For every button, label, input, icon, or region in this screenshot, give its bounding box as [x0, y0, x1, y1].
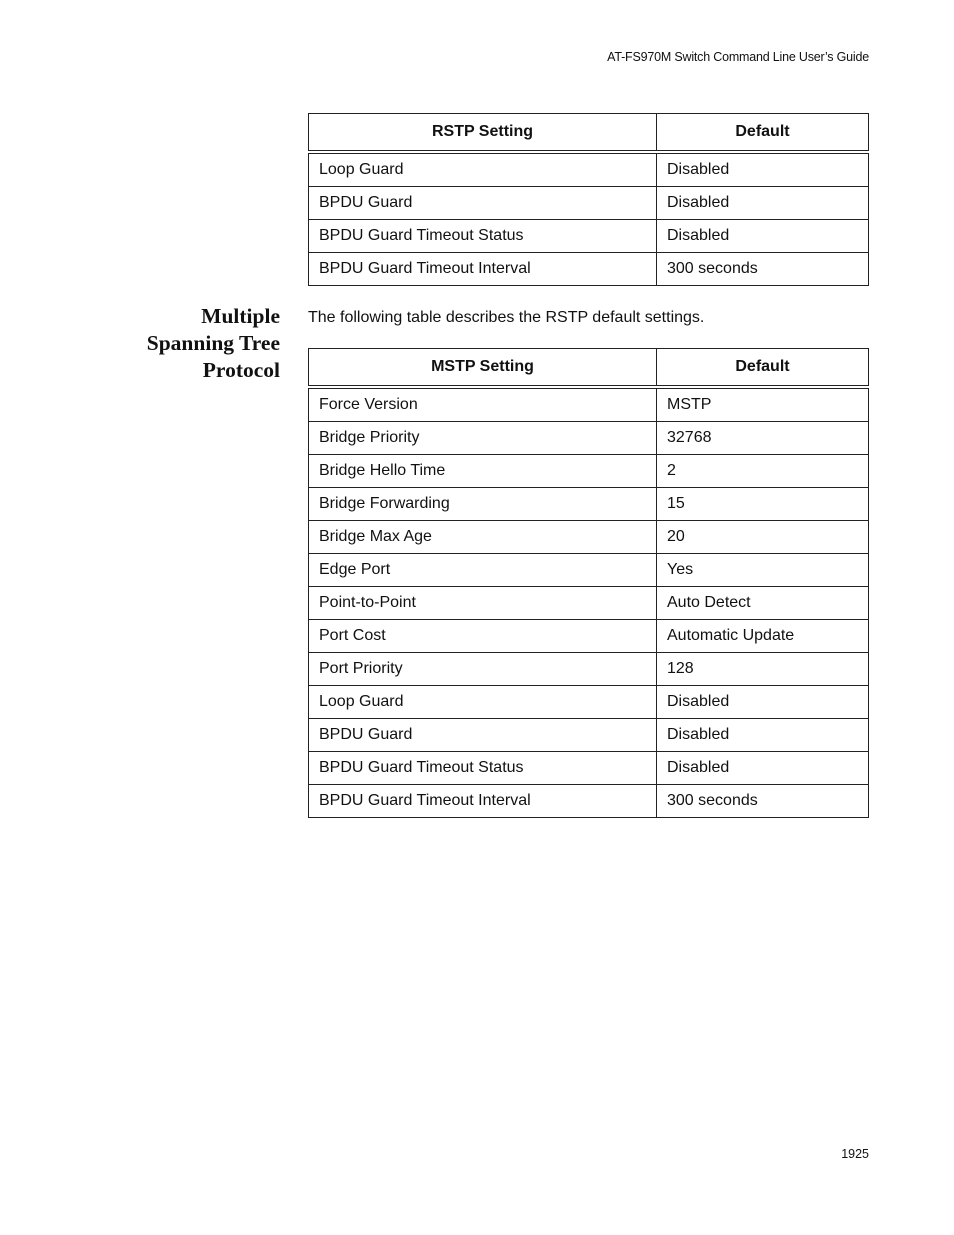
setting-name-cell: Edge Port: [309, 554, 657, 587]
table-row: [309, 152, 869, 187]
rstp-table-body: [309, 152, 869, 286]
default-value-cell: Disabled: [657, 719, 869, 752]
column-header-default: Default: [657, 114, 869, 153]
default-value-cell: Automatic Update: [657, 620, 869, 653]
setting-name-cell: Loop Guard: [309, 152, 657, 187]
setting-name-cell: Force Version: [309, 387, 657, 422]
setting-name-cell: Bridge Priority: [309, 422, 657, 455]
column-header-setting: MSTP Setting: [309, 349, 657, 388]
default-value-cell: 15: [657, 488, 869, 521]
default-value-cell: 128: [657, 653, 869, 686]
default-value-cell: Disabled: [657, 187, 869, 220]
default-value-cell: Disabled: [657, 752, 869, 785]
setting-name-cell: Port Cost: [309, 620, 657, 653]
table-header-row: [309, 114, 869, 153]
setting-name-cell: BPDU Guard Timeout Interval: [309, 785, 657, 818]
table-row: [309, 752, 869, 785]
setting-name-cell: BPDU Guard: [309, 187, 657, 220]
setting-name-cell: Bridge Max Age: [309, 521, 657, 554]
default-value-cell: 20: [657, 521, 869, 554]
table-row: [309, 455, 869, 488]
table-row: [309, 785, 869, 818]
mstp-table-body: [309, 387, 869, 818]
heading-line: Protocol: [202, 358, 280, 382]
column-header-setting: RSTP Setting: [309, 114, 657, 153]
setting-name-cell: BPDU Guard: [309, 719, 657, 752]
running-header: AT-FS970M Switch Command Line User’s Guide: [607, 50, 869, 64]
default-value-cell: 300 seconds: [657, 253, 869, 286]
setting-name-cell: BPDU Guard Timeout Status: [309, 220, 657, 253]
table-row: [309, 387, 869, 422]
default-value-cell: Disabled: [657, 152, 869, 187]
table-row: [309, 422, 869, 455]
setting-name-cell: Port Priority: [309, 653, 657, 686]
default-value-cell: Auto Detect: [657, 587, 869, 620]
setting-name-cell: Bridge Forwarding: [309, 488, 657, 521]
table-row: [309, 587, 869, 620]
table-row: [309, 253, 869, 286]
table-row: [309, 521, 869, 554]
table-row: [309, 620, 869, 653]
default-value-cell: Disabled: [657, 686, 869, 719]
heading-line: Spanning Tree: [146, 331, 280, 355]
default-value-cell: 32768: [657, 422, 869, 455]
intro-paragraph: The following table describes the RSTP default settings.: [308, 309, 705, 326]
section-heading: [80, 303, 280, 384]
setting-name-cell: Loop Guard: [309, 686, 657, 719]
table-header-row: [309, 349, 869, 388]
table-row: [309, 488, 869, 521]
default-value-cell: MSTP: [657, 387, 869, 422]
mstp-defaults-table: [308, 348, 869, 818]
table-row: [309, 187, 869, 220]
default-value-cell: 300 seconds: [657, 785, 869, 818]
default-value-cell: Disabled: [657, 220, 869, 253]
rstp-defaults-table: [308, 113, 869, 286]
default-value-cell: 2: [657, 455, 869, 488]
setting-name-cell: Point-to-Point: [309, 587, 657, 620]
table-row: [309, 554, 869, 587]
table-row: [309, 220, 869, 253]
table-row: [309, 653, 869, 686]
setting-name-cell: Bridge Hello Time: [309, 455, 657, 488]
heading-line: Multiple: [201, 304, 280, 328]
table-row: [309, 686, 869, 719]
setting-name-cell: BPDU Guard Timeout Status: [309, 752, 657, 785]
default-value-cell: Yes: [657, 554, 869, 587]
column-header-default: Default: [657, 349, 869, 388]
page-number: 1925: [841, 1147, 869, 1161]
table-row: [309, 719, 869, 752]
setting-name-cell: BPDU Guard Timeout Interval: [309, 253, 657, 286]
